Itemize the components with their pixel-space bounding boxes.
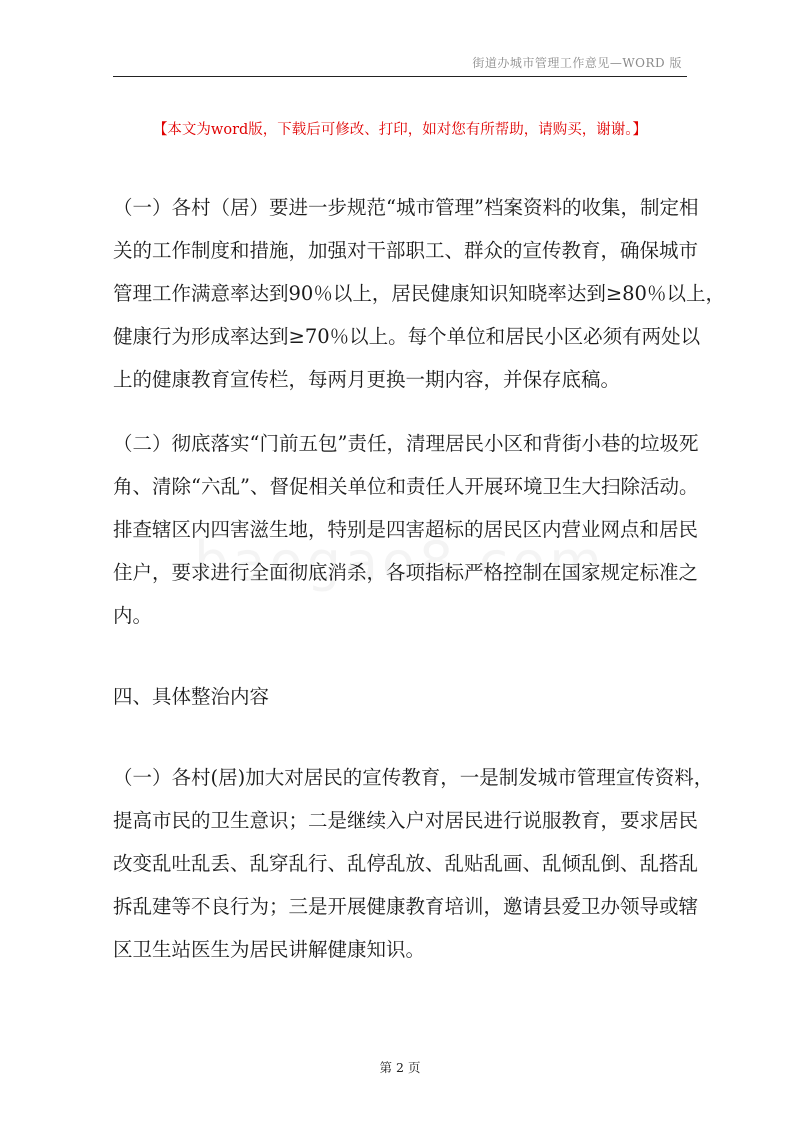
- document-body: [113, 186, 725, 971]
- paragraph-line: 住户，要求进行全面彻底消杀，各项指标严格控制在国家规定标准之: [113, 561, 699, 584]
- header-divider: [113, 76, 687, 77]
- purchase-notice: 【本文为word版，下载后可修改、打印，如对您有所帮助，请购买，谢谢。】: [152, 122, 648, 138]
- paragraph-line: 区卫生站医生为居民讲解健康知识。: [113, 938, 426, 961]
- paragraph-line: 排查辖区内四害滋生地，特别是四害超标的居民区内营业网点和居民: [113, 518, 699, 541]
- paragraph-spacer: [113, 401, 687, 422]
- section-heading: [113, 675, 687, 718]
- paragraph-line: 角、清除“六乱”、督促相关单位和责任人开展环境卫生大扫除活动。: [113, 475, 699, 498]
- paragraph-line: 改变乱吐乱丢、乱穿乱行、乱停乱放、乱贴乱画、乱倾乱倒、乱搭乱: [113, 852, 699, 875]
- paragraph-line: （一）各村（居）要进一步规范“城市管理”档案资料的收集，制定相: [113, 196, 699, 219]
- paragraph-line: 关的工作制度和措施，加强对干部职工、群众的宣传教育，确保城市: [113, 239, 699, 262]
- paragraph-line: （一）各村(居)加大对居民的宣传教育，一是制发城市管理宣传资料，: [113, 766, 714, 789]
- paragraph-line: 拆乱建等不良行为；三是开展健康教育培训，邀请县爱卫办领导或辖: [113, 895, 699, 918]
- paragraph-line: 上的健康教育宣传栏，每两月更换一期内容，并保存底稿。: [113, 368, 621, 391]
- page-number: 第 2 页: [379, 1060, 421, 1075]
- document-header-title: 街道办城市管理工作意见—WORD 版: [472, 56, 682, 70]
- paragraph-line: 健康行为形成率达到≥70％以上。每个单位和居民小区必须有两处以: [113, 325, 701, 348]
- paragraph-line: 内。: [113, 604, 153, 627]
- paragraph-line: （二）彻底落实“门前五包”责任，清理居民小区和背街小巷的垃圾死: [113, 432, 699, 455]
- section-heading-text: 四、具体整治内容: [113, 685, 270, 708]
- paragraph-door-responsibility: [113, 422, 699, 637]
- paragraph-village-archive: [113, 186, 725, 401]
- paragraph-line: 管理工作满意率达到90％以上，居民健康知识知晓率达到≥80％以上，: [113, 282, 725, 305]
- paragraph-line: 提高市民的卫生意识；二是继续入户对居民进行说服教育，要求居民: [113, 809, 699, 832]
- paragraph-spacer: [113, 637, 687, 675]
- paragraph-spacer: [113, 718, 687, 756]
- paragraph-resident-education: [113, 756, 714, 971]
